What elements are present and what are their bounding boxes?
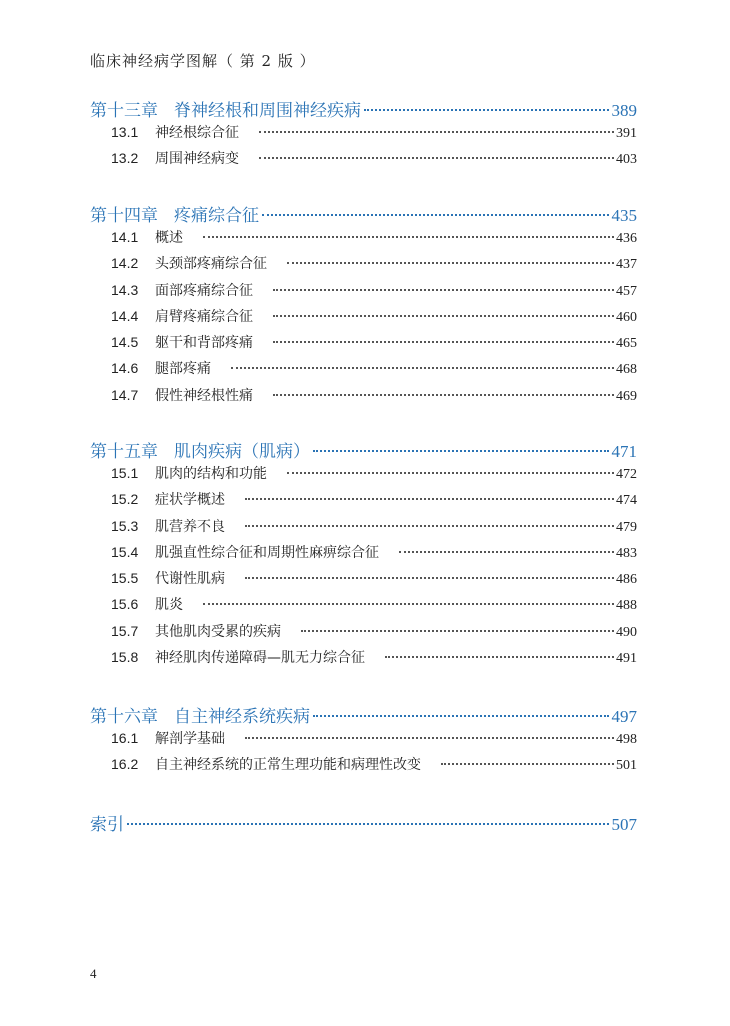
toc-entry[interactable] <box>90 385 637 411</box>
section-page: 437 <box>616 257 637 273</box>
section-page: 465 <box>616 336 637 352</box>
toc-entry[interactable] <box>90 463 637 489</box>
leader-dots <box>399 551 614 553</box>
section-number: 15.2 <box>111 491 139 508</box>
section-page: 488 <box>616 598 637 614</box>
running-header: 临床神经病学图解（ 第 2 版 ） <box>90 52 316 70</box>
section-title: 解剖学基础 <box>155 731 225 747</box>
chapter-heading[interactable] <box>90 96 637 122</box>
chapter-heading[interactable] <box>90 702 637 728</box>
section-number: 14.4 <box>111 307 139 324</box>
leader-dots <box>273 341 614 343</box>
leader-dots <box>245 525 614 527</box>
chapter-title: 脊神经根和周围神经疾病 <box>174 101 361 121</box>
section-title: 肩臂疼痛综合征 <box>155 308 253 325</box>
leader-dots <box>259 157 614 159</box>
section-number: 15.1 <box>111 465 139 481</box>
section-title: 神经肌肉传递障碍—肌无力综合征 <box>155 650 365 667</box>
section-title: 症状学概述 <box>155 492 225 509</box>
chapter-heading[interactable] <box>90 201 637 227</box>
section-title: 躯干和背部疼痛 <box>155 335 253 352</box>
section-page: 479 <box>616 519 637 535</box>
chapter-page: 471 <box>611 442 637 461</box>
section-page: 436 <box>616 231 637 246</box>
section-number: 15.7 <box>111 622 139 639</box>
section-number: 16.1 <box>111 730 139 746</box>
section-page: 501 <box>616 758 637 774</box>
chapter-page: 435 <box>611 206 637 225</box>
chapter-number: 第十四章 <box>90 206 158 226</box>
toc-entry[interactable] <box>90 542 637 568</box>
section-number: 15.6 <box>111 596 139 613</box>
index-heading[interactable] <box>90 810 637 836</box>
section-title: 肌炎 <box>155 597 183 614</box>
section-title: 肌营养不良 <box>155 518 225 535</box>
leader-dots <box>245 737 614 739</box>
leader-dots <box>245 577 614 579</box>
toc-entry[interactable] <box>90 280 637 306</box>
section-page: 491 <box>616 651 637 667</box>
leader-dots <box>385 656 614 658</box>
section-number: 15.3 <box>111 517 139 534</box>
section-page: 498 <box>616 732 637 747</box>
chapter-title: 自主神经系统疾病 <box>174 707 310 727</box>
section-page: 460 <box>616 309 637 325</box>
section-title: 肌强直性综合征和周期性麻痹综合征 <box>155 544 379 561</box>
leader-dots <box>273 315 614 317</box>
section-number: 15.5 <box>111 570 139 587</box>
toc-entry[interactable] <box>90 122 637 148</box>
section-number: 14.5 <box>111 334 139 351</box>
chapter-14 <box>90 201 637 411</box>
section-page: 483 <box>616 545 637 561</box>
toc-entry[interactable] <box>90 332 637 358</box>
section-page: 391 <box>616 126 637 141</box>
leader-dots <box>245 498 614 500</box>
section-page: 403 <box>616 152 637 168</box>
toc-entry[interactable] <box>90 516 637 542</box>
section-title: 假性神经根性痛 <box>155 387 253 404</box>
leader-dots <box>259 131 614 133</box>
section-page: 469 <box>616 388 637 404</box>
section-title: 腿部疼痛 <box>155 361 211 378</box>
section-title: 其他肌肉受累的疾病 <box>155 623 281 640</box>
toc-entry[interactable] <box>90 306 637 332</box>
section-number: 14.2 <box>111 255 139 272</box>
chapter-number: 第十五章 <box>90 442 158 462</box>
leader-dots <box>364 109 609 111</box>
leader-dots <box>287 262 614 264</box>
section-page: 474 <box>616 493 637 509</box>
section-title: 头颈部疼痛综合征 <box>155 256 267 273</box>
chapter-page: 497 <box>611 707 637 726</box>
section-number: 15.4 <box>111 543 139 560</box>
toc-entry[interactable] <box>90 754 637 780</box>
section-title: 神经根综合征 <box>155 125 239 141</box>
section-title: 面部疼痛综合征 <box>155 282 253 299</box>
section-number: 14.6 <box>111 360 139 377</box>
leader-dots <box>313 715 609 717</box>
leader-dots <box>287 472 614 474</box>
section-number: 14.1 <box>111 229 139 245</box>
section-page: 468 <box>616 362 637 378</box>
section-number: 15.8 <box>111 649 139 666</box>
chapter-title: 疼痛综合征 <box>174 206 259 226</box>
chapter-15 <box>90 437 637 673</box>
leader-dots <box>441 763 614 765</box>
chapter-heading[interactable] <box>90 437 637 463</box>
section-number: 14.3 <box>111 281 139 298</box>
section-number: 13.1 <box>111 124 139 140</box>
leader-dots <box>313 450 609 452</box>
toc-entry[interactable] <box>90 621 637 647</box>
leader-dots <box>203 236 614 238</box>
toc-entry[interactable] <box>90 148 637 174</box>
chapter-number: 第十三章 <box>90 101 158 121</box>
page-number: 4 <box>90 966 97 981</box>
section-page: 472 <box>616 467 637 482</box>
leader-dots <box>301 630 614 632</box>
index-title: 索引 <box>90 815 124 835</box>
section-page: 457 <box>616 283 637 299</box>
section-title: 周围神经病变 <box>155 151 239 168</box>
section-number: 14.7 <box>111 386 139 403</box>
leader-dots <box>262 214 609 216</box>
leader-dots <box>127 823 609 825</box>
index-entry <box>90 810 637 836</box>
chapter-16 <box>90 702 637 781</box>
chapter-title: 肌肉疾病（肌病） <box>174 442 310 462</box>
section-page: 486 <box>616 572 637 588</box>
leader-dots <box>203 603 614 605</box>
toc-entry[interactable] <box>90 489 637 515</box>
section-title: 肌肉的结构和功能 <box>155 466 267 482</box>
leader-dots <box>231 367 614 369</box>
toc-entry[interactable] <box>90 728 637 754</box>
toc-entry[interactable] <box>90 647 637 673</box>
section-title: 概述 <box>155 230 183 246</box>
leader-dots <box>273 289 614 291</box>
chapter-13 <box>90 96 637 175</box>
leader-dots <box>273 394 614 396</box>
toc-entry[interactable] <box>90 253 637 279</box>
index-page: 507 <box>611 815 637 834</box>
section-title: 自主神经系统的正常生理功能和病理性改变 <box>155 757 421 774</box>
chapter-page: 389 <box>611 101 637 120</box>
toc-entry[interactable] <box>90 358 637 384</box>
section-page: 490 <box>616 624 637 640</box>
section-number: 16.2 <box>111 756 139 773</box>
toc-entry[interactable] <box>90 568 637 594</box>
section-number: 13.2 <box>111 150 139 167</box>
chapter-number: 第十六章 <box>90 707 158 727</box>
toc-entry[interactable] <box>90 227 637 253</box>
section-title: 代谢性肌病 <box>155 571 225 588</box>
toc-entry[interactable] <box>90 594 637 620</box>
